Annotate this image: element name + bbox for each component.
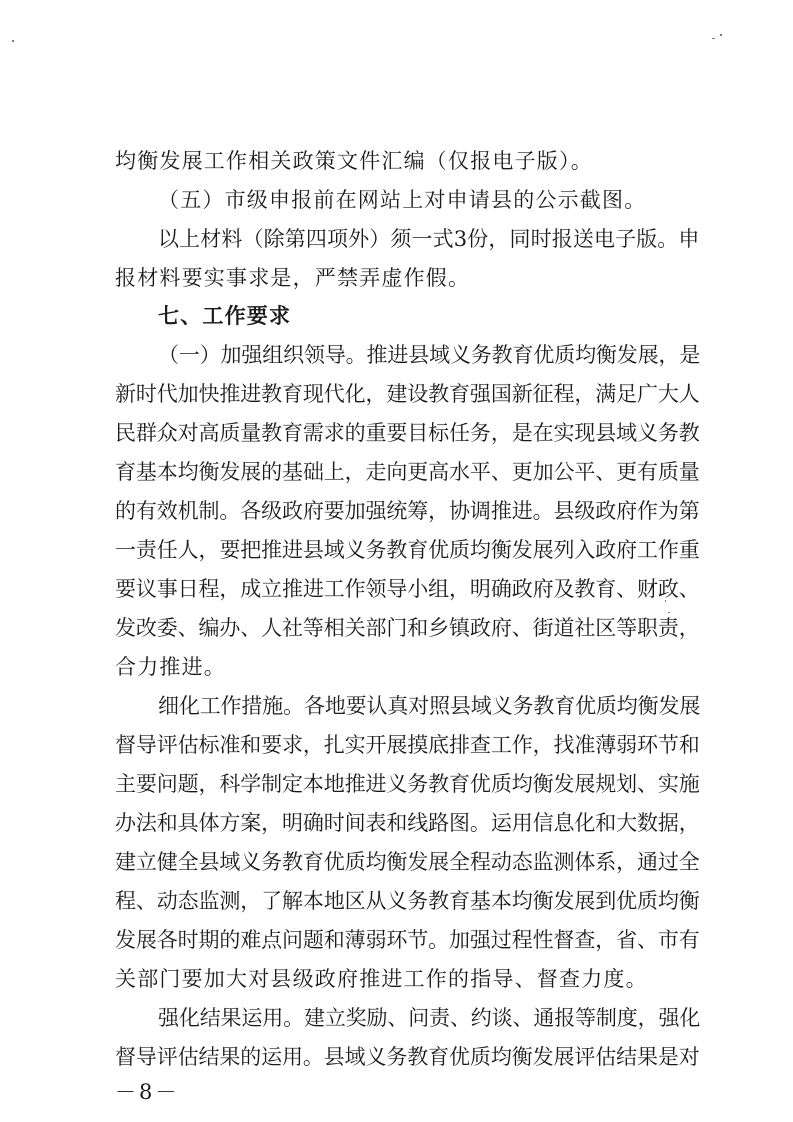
section-heading: 七、工作要求 bbox=[158, 304, 292, 328]
paragraph-line: 民群众对高质量教育需求的重要目标任务，是在实现县域义务教 bbox=[115, 421, 700, 445]
paragraph-line: 均衡发展工作相关政策文件汇编（仅报电子版）。 bbox=[115, 149, 593, 173]
paragraph-line: 督导评估结果的运用。县域义务教育优质均衡发展评估结果是对 bbox=[115, 1045, 700, 1069]
paragraph-line: 一责任人，要把推进县域义务教育优质均衡发展列入政府工作重 bbox=[115, 538, 700, 562]
paragraph-line: 主要问题，科学制定本地推进义务教育优质均衡发展规划、实施 bbox=[115, 772, 700, 796]
paragraph-line: 报材料要实事求是，严禁弄虚作假。 bbox=[115, 266, 471, 290]
paragraph-line: 以上材料（除第四项外）须一式3份，同时报送电子版。申 bbox=[158, 227, 700, 251]
scan-speck bbox=[12, 40, 14, 42]
paragraph-line: 细化工作措施。各地要认真对照县域义务教育优质均衡发展 bbox=[158, 694, 701, 718]
scan-speck bbox=[720, 34, 722, 36]
paragraph-line: 建立健全县域义务教育优质均衡发展全程动态监测体系，通过全 bbox=[115, 850, 700, 874]
paragraph-line: 程、动态监测，了解本地区从义务教育基本均衡发展到优质均衡 bbox=[115, 889, 700, 913]
paragraph-line: （五）市级申报前在网站上对申请县的公示截图。 bbox=[158, 188, 647, 212]
paragraph-line: 新时代加快推进教育现代化，建设教育强国新征程，满足广大人 bbox=[115, 382, 700, 406]
scan-speck bbox=[712, 38, 715, 39]
paragraph-line: （一）加强组织领导。推进县域义务教育优质均衡发展，是 bbox=[158, 343, 701, 367]
page-number: －8－ bbox=[115, 1080, 180, 1104]
paragraph-line: 强化结果运用。建立奖励、问责、约谈、通报等制度，强化 bbox=[158, 1006, 701, 1030]
paragraph-line: 办法和具体方案，明确时间表和线路图。运用信息化和大数据， bbox=[115, 811, 700, 835]
paragraph-line: 的有效机制。各级政府要加强统筹，协调推进。县级政府作为第 bbox=[115, 499, 700, 523]
paragraph-line: 督导评估标准和要求，扎实开展摸底排查工作，找准薄弱环节和 bbox=[115, 733, 700, 757]
paragraph-line: 要议事日程，成立推进工作领导小组，明确政府及教育、财政、 bbox=[115, 577, 700, 601]
paragraph-line: 合力推进。 bbox=[115, 655, 226, 679]
paragraph-line: 发改委、编办、人社等相关部门和乡镇政府、街道社区等职责， bbox=[115, 616, 700, 640]
paragraph-line: 发展各时期的难点问题和薄弱环节。加强过程性督查，省、市有 bbox=[115, 928, 700, 952]
paragraph-line: 育基本均衡发展的基础上，走向更高水平、更加公平、更有质量 bbox=[115, 460, 700, 484]
paragraph-line: 关部门要加大对县级政府推进工作的指导、督查力度。 bbox=[115, 967, 648, 991]
